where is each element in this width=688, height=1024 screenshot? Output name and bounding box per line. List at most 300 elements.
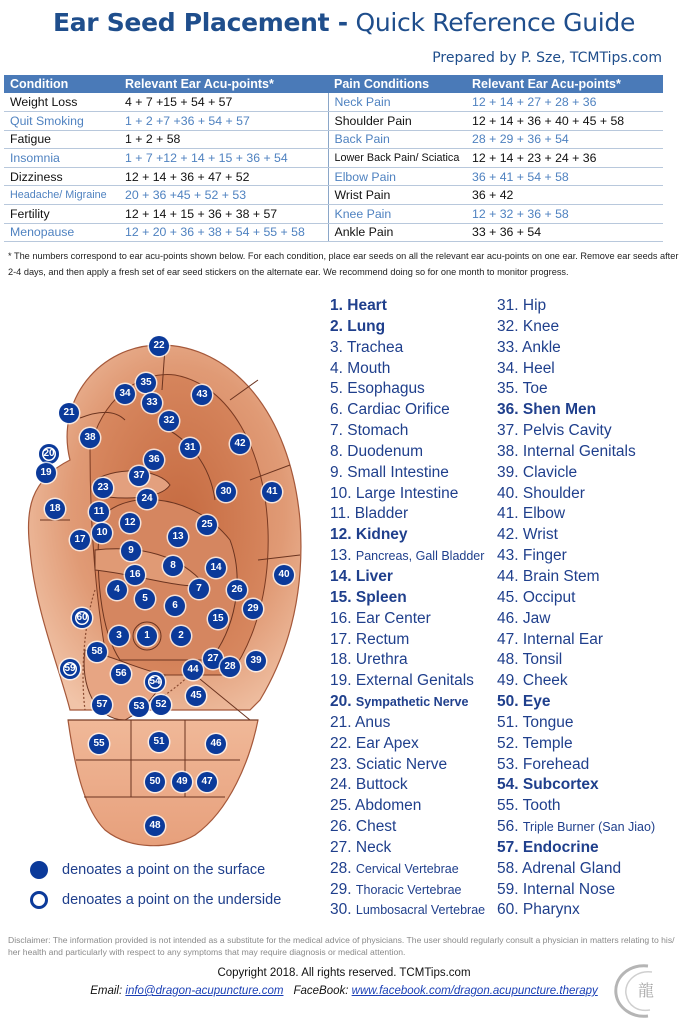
- acupoint-marker: 42: [230, 434, 250, 454]
- pain-points-cell: 12 + 14 + 23 + 24 + 36: [466, 149, 663, 168]
- acupoint-marker: 59: [60, 659, 80, 679]
- acupoint-name: Ear Apex: [355, 734, 419, 752]
- legend-underside: [30, 885, 281, 915]
- table-row: [4, 167, 663, 186]
- acupoint-name: Tooth: [522, 797, 561, 815]
- acupoint-name: Abdomen: [355, 797, 422, 815]
- acupoint-list-item: [497, 359, 655, 380]
- acupoint-marker: 46: [206, 734, 226, 754]
- acupoint-number: 12.: [330, 526, 352, 544]
- acupoint-name: Kidney: [355, 526, 408, 544]
- acupoint-marker: 51: [149, 732, 169, 752]
- acupoint-name: Internal Nose: [522, 880, 616, 898]
- condition-cell: Dizziness: [4, 167, 119, 186]
- acupoint-number: 9.: [330, 463, 343, 481]
- acupoint-number: 45.: [497, 588, 519, 606]
- acupoint-marker: 55: [89, 734, 109, 754]
- acupoint-name: Urethra: [355, 651, 408, 669]
- acupoint-name: Internal Genitals: [522, 442, 636, 460]
- acupoint-name: Subcortex: [522, 776, 599, 794]
- acupoint-number: 24.: [330, 776, 352, 794]
- acupoint-marker: 41: [262, 482, 282, 502]
- acupoint-number: 28.: [330, 859, 352, 877]
- acupoint-name: Buttock: [355, 776, 408, 794]
- acupoint-name: Pancreas, Gall Bladder: [355, 549, 485, 564]
- acupoint-list-item: [497, 400, 655, 421]
- acupoint-marker: 32: [159, 411, 179, 431]
- hollow-circle-icon: [30, 891, 48, 909]
- table-row: [4, 205, 663, 224]
- acupoint-name: Small Intestine: [347, 463, 449, 481]
- acupoint-number: 31.: [497, 297, 519, 314]
- header-pain-points: Relevant Ear Acu-points*: [466, 75, 663, 93]
- acupoint-list-item: [497, 650, 655, 671]
- acupoint-number: 7.: [330, 422, 343, 440]
- acupoint-name: Tonsil: [522, 651, 563, 669]
- points-cell: 12 + 14 + 15 + 36 + 38 + 57: [119, 205, 328, 224]
- pain-condition-cell: Neck Pain: [328, 93, 466, 112]
- acupoint-number: 35.: [497, 380, 519, 398]
- acupoint-name: Elbow: [522, 505, 566, 523]
- header-pain-conditions: Pain Conditions: [328, 75, 466, 93]
- table-row: [4, 223, 663, 242]
- pain-condition-cell: Elbow Pain: [328, 167, 466, 186]
- acupoint-marker: 58: [87, 642, 107, 662]
- acupoint-marker: 6: [165, 596, 185, 616]
- acupoint-marker: 34: [115, 384, 135, 404]
- acupoint-number: 54.: [497, 776, 519, 794]
- acupoint-number: 39.: [497, 463, 519, 481]
- acupoint-number: 41.: [497, 505, 519, 523]
- acupoint-list-item: [330, 859, 485, 880]
- acupoint-list-item: [330, 900, 485, 921]
- points-cell: 12 + 20 + 36 + 38 + 54 + 55 + 58: [119, 223, 328, 242]
- acupoint-name: Thoracic Vertebrae: [355, 882, 462, 897]
- acupoint-marker: 28: [220, 657, 240, 677]
- acupoint-marker: 19: [36, 463, 56, 483]
- acupoint-name: Lung: [347, 317, 386, 335]
- acupoint-name: Ear Center: [355, 609, 431, 627]
- acupoint-number: 3.: [330, 338, 343, 356]
- acupoint-number: 59.: [497, 880, 519, 898]
- acupoint-list-item: [497, 525, 655, 546]
- acupoint-name: Jaw: [522, 609, 551, 627]
- acupoint-marker: 30: [216, 482, 236, 502]
- acupoint-marker: 56: [111, 664, 131, 684]
- acupoint-name: Cheek: [522, 672, 568, 690]
- acupoint-list-item: [497, 838, 655, 859]
- acupoint-list-item: [330, 546, 485, 567]
- pain-condition-cell: Knee Pain: [328, 205, 466, 224]
- legend: [30, 855, 281, 915]
- table-row: [4, 149, 663, 168]
- table-row: [4, 93, 663, 112]
- acupoint-list-item: [330, 650, 485, 671]
- acupoint-list-item: [497, 567, 655, 588]
- acupoint-list-item: [330, 775, 485, 796]
- acupoint-marker: 11: [89, 502, 109, 522]
- acupoint-list-item: [497, 713, 655, 734]
- acupoint-number: 18.: [330, 651, 352, 669]
- acupoint-list-item: [330, 609, 485, 630]
- acupoint-name: Pharynx: [522, 901, 580, 919]
- acupoint-name: Endocrine: [522, 838, 599, 856]
- table-row: [4, 186, 663, 205]
- subtitle: Prepared by P. Sze, TCMTips.com: [432, 50, 662, 66]
- points-list-right: [497, 296, 655, 921]
- acupoint-name: Adrenal Gland: [522, 859, 622, 877]
- contact-line: [0, 985, 688, 997]
- email-link[interactable]: info@dragon-acupuncture.com: [125, 985, 284, 997]
- condition-cell: Menopause: [4, 223, 119, 242]
- acupoint-list-item: [330, 421, 485, 442]
- acupoint-name: Duodenum: [347, 442, 424, 460]
- acupoint-list-item: [497, 609, 655, 630]
- acupoint-list-item: [330, 525, 485, 546]
- acupoint-number: 20.: [330, 693, 352, 711]
- acupoint-marker: 39: [246, 651, 266, 671]
- acupoint-number: 23.: [330, 755, 352, 773]
- acupoint-list-item: [330, 588, 485, 609]
- acupoint-number: 10.: [330, 484, 352, 502]
- points-cell: 20 + 36 +45 + 52 + 53: [119, 186, 328, 205]
- acupoint-list-item: [497, 484, 655, 505]
- acupoint-number: 52.: [497, 734, 519, 752]
- acupoint-list-item: [497, 463, 655, 484]
- acupoint-marker: 44: [183, 660, 203, 680]
- acupoint-name: Stomach: [347, 422, 409, 440]
- acupoint-list-item: [497, 775, 655, 796]
- acupoint-name: Esophagus: [347, 380, 425, 398]
- acupoint-number: 43.: [497, 547, 519, 565]
- acupoint-number: 34.: [497, 359, 519, 377]
- acupoint-marker: 29: [243, 599, 263, 619]
- acupoint-marker: 17: [70, 530, 90, 550]
- acupoint-number: 2.: [330, 317, 343, 335]
- acupoint-number: 60.: [497, 901, 519, 919]
- acupoint-list-item: [497, 734, 655, 755]
- pain-points-cell: 36 + 42: [466, 186, 663, 205]
- acupoint-name: Occiput: [522, 588, 576, 606]
- copyright: Copyright 2018. All rights reserved. TCMTips.com: [217, 967, 471, 979]
- acupoint-name: Cardiac Orifice: [347, 401, 450, 419]
- acupoint-marker: 9: [121, 541, 141, 561]
- acupoint-list-item: [497, 630, 655, 651]
- acupoint-list-item: [330, 400, 485, 421]
- acupoint-marker: 10: [92, 523, 112, 543]
- acupoint-name: Shoulder: [522, 484, 585, 502]
- facebook-label: FaceBook:: [293, 985, 352, 997]
- acupoint-marker: 18: [45, 499, 65, 519]
- acupoint-number: 48.: [497, 651, 519, 669]
- acupoint-name: Shen Men: [522, 401, 597, 419]
- pain-condition-cell: Ankle Pain: [328, 223, 466, 242]
- acupoint-list-item: [330, 442, 485, 463]
- acupoint-marker: 60: [72, 608, 92, 628]
- acupoint-list-item: [497, 442, 655, 463]
- acupoint-marker: 45: [186, 686, 206, 706]
- acupoint-list-item: [330, 338, 485, 359]
- acupoint-marker: 52: [151, 695, 171, 715]
- acupoint-number: 19.: [330, 672, 352, 690]
- acupoint-number: 26.: [330, 818, 352, 836]
- acupoint-marker: 15: [208, 609, 228, 629]
- acupoint-name: Finger: [522, 547, 567, 565]
- acupoint-name: Neck: [355, 838, 392, 856]
- acupoint-marker: 48: [145, 816, 165, 836]
- condition-cell: Weight Loss: [4, 93, 119, 112]
- acupoint-list-item: [330, 379, 485, 400]
- acupoint-number: 47.: [497, 630, 519, 648]
- acupoint-name: Trachea: [346, 338, 404, 356]
- pain-condition-cell: Lower Back Pain/ Sciatica: [328, 149, 466, 168]
- points-cell: 1 + 2 +7 +36 + 54 + 57: [119, 112, 328, 131]
- points-cell: 4 + 7 +15 + 54 + 57: [119, 93, 328, 112]
- acupoint-number: 15.: [330, 588, 352, 606]
- acupoint-name: Tongue: [522, 713, 574, 731]
- acupoint-list-item: [497, 755, 655, 776]
- acupoint-marker: 53: [129, 697, 149, 717]
- acupoint-marker: 57: [92, 695, 112, 715]
- acupoint-marker: 4: [107, 580, 127, 600]
- acupoint-number: 30.: [330, 901, 352, 919]
- acupoint-number: 38.: [497, 442, 519, 460]
- pain-condition-cell: Wrist Pain: [328, 186, 466, 205]
- acupoint-marker: 40: [274, 565, 294, 585]
- acupoint-name: Knee: [522, 317, 560, 335]
- acupoint-name: Ankle: [522, 338, 561, 356]
- acupoint-name: Sympathetic Nerve: [355, 695, 469, 710]
- acupoint-name: External Genitals: [355, 672, 474, 690]
- acupoint-number: 13.: [330, 547, 352, 565]
- acupoint-marker: 7: [189, 579, 209, 599]
- title-rest: Quick Reference Guide: [347, 8, 636, 37]
- acupoint-name: Large Intestine: [355, 484, 459, 502]
- acupoint-marker: 50: [145, 772, 165, 792]
- pain-points-cell: 12 + 14 + 36 + 40 + 45 + 58: [466, 112, 663, 131]
- condition-cell: Insomnia: [4, 149, 119, 168]
- pain-points-cell: 33 + 36 + 54: [466, 223, 663, 242]
- acupoint-marker: 20: [39, 444, 59, 464]
- acupoint-list-item: [330, 296, 485, 317]
- acupoint-name: Spleen: [355, 588, 407, 606]
- acupoint-list-item: [497, 900, 655, 921]
- conditions-table: [4, 75, 663, 242]
- acupoint-number: 36.: [497, 401, 519, 419]
- acupoint-marker: 37: [129, 466, 149, 486]
- pain-condition-cell: Shoulder Pain: [328, 112, 466, 131]
- acupoint-marker: 12: [120, 513, 140, 533]
- acupoint-name: Wrist: [522, 526, 558, 544]
- acupoint-list-item: [497, 421, 655, 442]
- acupoint-name: Internal Ear: [522, 630, 604, 648]
- acupoint-name: Anus: [355, 713, 391, 731]
- acupoint-list-item: [497, 671, 655, 692]
- acupoint-list-item: [330, 817, 485, 838]
- acupoint-list-item: [330, 359, 485, 380]
- acupoint-name: Brain Stem: [522, 567, 600, 585]
- acupoint-list-item: [497, 692, 655, 713]
- acupoint-list-item: [497, 880, 655, 901]
- pain-points-cell: 28 + 29 + 36 + 54: [466, 130, 663, 149]
- acupoint-marker: 38: [80, 428, 100, 448]
- acupoint-name: Heel: [522, 359, 555, 377]
- acupoint-marker: 8: [163, 556, 183, 576]
- acupoint-number: 53.: [497, 755, 519, 773]
- acupoint-number: 49.: [497, 672, 519, 690]
- acupoint-number: 16.: [330, 609, 352, 627]
- acupoint-name: Chest: [355, 818, 397, 836]
- acupoint-name: Triple Burner (San Jiao): [522, 820, 656, 835]
- pain-points-cell: 12 + 32 + 36 + 58: [466, 205, 663, 224]
- pain-points-cell: 36 + 41 + 54 + 58: [466, 167, 663, 186]
- condition-cell: Fertility: [4, 205, 119, 224]
- acupoint-name: Liver: [355, 567, 393, 585]
- acupoint-name: Heart: [347, 297, 387, 314]
- condition-cell: Fatigue: [4, 130, 119, 149]
- acupoint-list-item: [497, 588, 655, 609]
- acupoint-number: 44.: [497, 567, 519, 585]
- acupoint-marker: 54: [145, 672, 165, 692]
- acupoint-number: 37.: [497, 422, 519, 440]
- svg-text:龍: 龍: [638, 981, 655, 1000]
- acupoint-number: 11.: [330, 505, 351, 523]
- acupoint-marker: 31: [180, 438, 200, 458]
- acupoint-marker: 5: [135, 589, 155, 609]
- acupoint-marker: 1: [137, 626, 157, 646]
- acupoint-list-item: [330, 734, 485, 755]
- acupoint-number: 57.: [497, 838, 519, 856]
- acupoint-list-item: [497, 379, 655, 400]
- acupoint-marker: 13: [168, 527, 188, 547]
- facebook-link[interactable]: www.facebook.com/dragon.acupuncture.therapy: [351, 985, 598, 997]
- acupoint-marker: 47: [197, 772, 217, 792]
- acupoint-number: 51.: [497, 713, 519, 731]
- legend-surface: [30, 855, 281, 885]
- title-bold: Ear Seed Placement -: [52, 8, 348, 37]
- acupoint-marker: 27: [203, 649, 223, 669]
- acupoint-list-item: [497, 504, 655, 525]
- acupoint-number: 58.: [497, 859, 519, 877]
- acupoint-list-item: [330, 317, 485, 338]
- acupoint-name: Clavicle: [522, 463, 578, 481]
- acupoint-number: 6.: [330, 401, 343, 419]
- acupoint-number: 25.: [330, 797, 352, 815]
- acupoint-name: Mouth: [347, 359, 391, 377]
- acupoint-name: Bladder: [354, 505, 409, 523]
- acupoint-list-item: [330, 692, 485, 713]
- points-cell: 1 + 7 +12 + 14 + 15 + 36 + 54: [119, 149, 328, 168]
- acupoint-number: 27.: [330, 838, 352, 856]
- acupoint-marker: 14: [206, 558, 226, 578]
- dragon-logo-icon: [608, 960, 668, 1020]
- acupoint-name: Sciatic Nerve: [355, 755, 448, 773]
- header-condition: Condition: [4, 75, 119, 93]
- acupoint-marker: 3: [109, 626, 129, 646]
- acupoint-name: Eye: [522, 693, 551, 711]
- acupoint-list-item: [497, 859, 655, 880]
- acupoint-list-item: [330, 671, 485, 692]
- email-label: Email:: [90, 985, 126, 997]
- acupoint-name: Temple: [522, 734, 573, 752]
- acupoint-number: 50.: [497, 693, 519, 711]
- condition-cell: Quit Smoking: [4, 112, 119, 131]
- acupoint-marker: 16: [125, 565, 145, 585]
- ear-illustration: [0, 290, 320, 850]
- acupoint-marker: 43: [192, 385, 212, 405]
- acupoint-list-item: [330, 484, 485, 505]
- acupoint-marker: 25: [197, 515, 217, 535]
- acupoint-marker: 49: [172, 772, 192, 792]
- acupoint-number: 42.: [497, 526, 519, 544]
- disclaimer: Disclaimer: The information provided is not intended as a substitute for the medical advice of physicians. The user should regularly consult a physician in matters relating to his/ her health and particularly with respect to any symptoms that may require diagnosis or medical attention.: [8, 935, 675, 957]
- acupoint-marker: 36: [144, 450, 164, 470]
- acupoint-name: Hip: [522, 297, 547, 314]
- acupoint-marker: 21: [59, 403, 79, 423]
- usage-note: * The numbers correspond to ear acu-points shown below. For each condition, place ear seeds on all the relevant ear acu-points on one ear. Remove ear seeds after 2-4 days, and then apply a fresh set of ear seed stickers on the alternate ear. We recommend doing so for one month to monitor progress.: [8, 251, 679, 277]
- acupoint-number: 29.: [330, 880, 352, 898]
- acupoint-number: 56.: [497, 818, 519, 836]
- table-row: [4, 112, 663, 131]
- acupoint-list-item: [497, 546, 655, 567]
- table-header-row: [4, 75, 663, 93]
- points-cell: 1 + 2 + 58: [119, 130, 328, 149]
- acupoint-list-item: [330, 713, 485, 734]
- acupoint-marker: 23: [93, 478, 113, 498]
- acupoint-name: Pelvis Cavity: [522, 422, 612, 440]
- points-list-left: [330, 296, 485, 921]
- acupoint-name: Lumbosacral Vertebrae: [355, 903, 486, 918]
- acupoint-number: 14.: [330, 567, 352, 585]
- acupoint-list-item: [330, 630, 485, 651]
- acupoint-marker: 22: [149, 336, 169, 356]
- acupoint-list-item: [330, 567, 485, 588]
- ear-diagram: [0, 290, 320, 850]
- acupoint-number: 46.: [497, 609, 519, 627]
- acupoint-marker: 26: [227, 580, 247, 600]
- acupoint-name: Forehead: [522, 755, 590, 773]
- acupoint-marker: 33: [142, 393, 162, 413]
- acupoint-list-item: [330, 796, 485, 817]
- acupoint-name: Cervical Vertebrae: [355, 861, 459, 876]
- acupoint-number: 32.: [497, 317, 519, 335]
- acupoint-list-item: [497, 817, 655, 838]
- acupoint-number: 4.: [330, 359, 343, 377]
- acupoint-number: 22.: [330, 734, 352, 752]
- points-cell: 12 + 14 + 36 + 47 + 52: [119, 167, 328, 186]
- acupoint-number: 21.: [330, 713, 352, 731]
- page-title: [0, 8, 688, 37]
- filled-circle-icon: [30, 861, 48, 879]
- condition-cell: Headache/ Migraine: [4, 186, 119, 205]
- acupoint-name: Rectum: [355, 630, 410, 648]
- acupoint-list-item: [497, 296, 655, 317]
- acupoint-number: 33.: [497, 338, 519, 356]
- acupoint-number: 8.: [330, 442, 343, 460]
- acupoint-number: 40.: [497, 484, 519, 502]
- acupoint-list-item: [330, 880, 485, 901]
- pain-condition-cell: Back Pain: [328, 130, 466, 149]
- legend-underside-label: denoates a point on the underside: [62, 892, 282, 908]
- header-points: Relevant Ear Acu-points*: [119, 75, 328, 93]
- acupoint-number: 1.: [330, 297, 343, 314]
- acupoint-list-item: [330, 838, 485, 859]
- table-row: [4, 130, 663, 149]
- acupoint-list-item: [330, 463, 485, 484]
- pain-points-cell: 12 + 14 + 27 + 28 + 36: [466, 93, 663, 112]
- acupoint-name: Toe: [522, 380, 548, 398]
- legend-surface-label: denoates a point on the surface: [62, 862, 266, 878]
